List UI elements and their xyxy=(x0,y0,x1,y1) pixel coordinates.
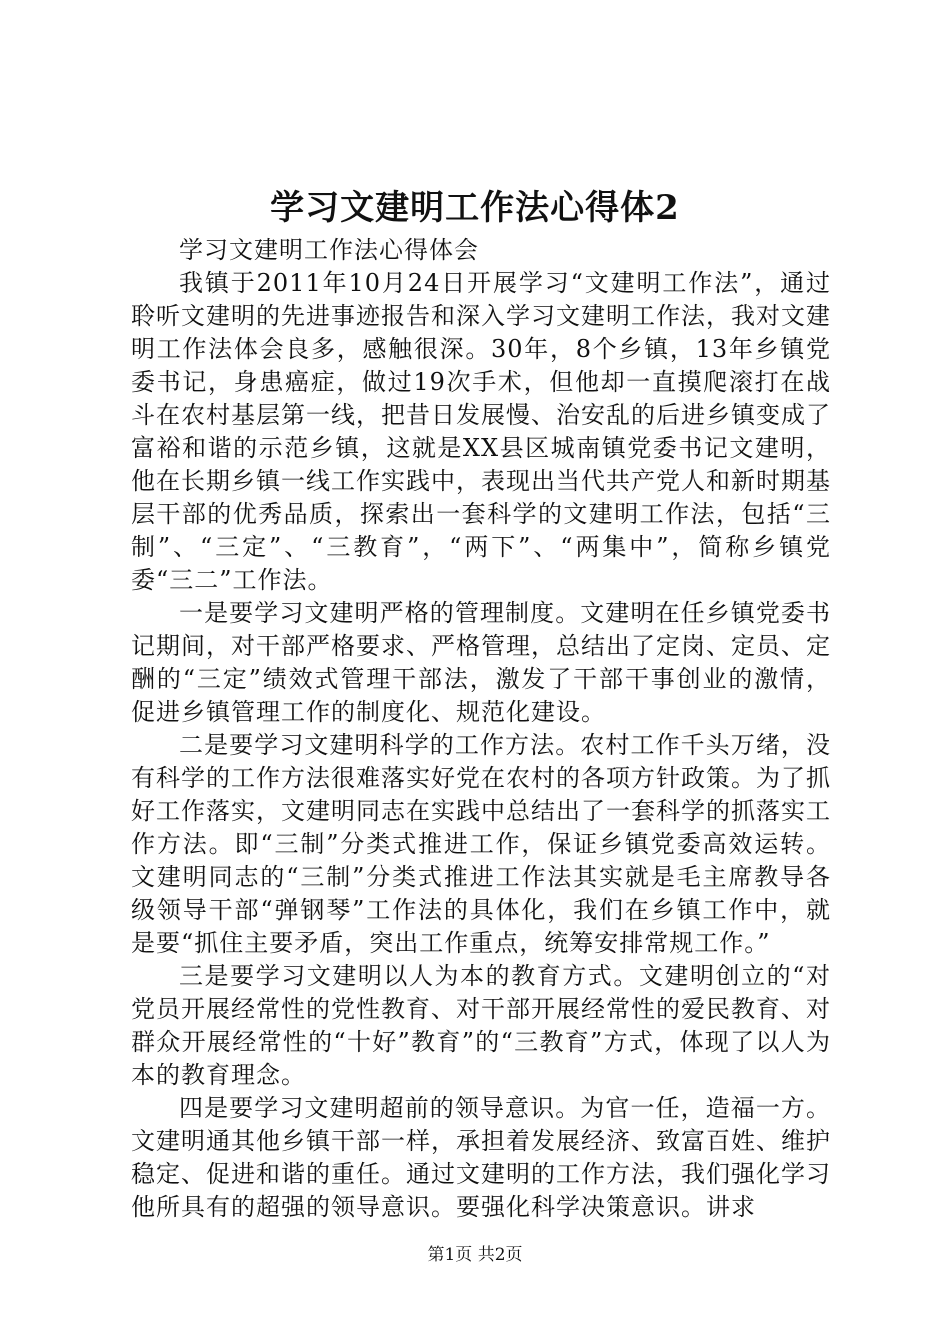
page-footer: 第1页 共2页 xyxy=(427,1245,523,1265)
document-title: 学习文建明工作法心得体2 xyxy=(270,188,680,228)
paragraph-intro: 我镇于2011年10月24日开展学习“文建明工作法”，通过聆听文建明的先进事迹报告和深入学习文建明工作法，我对文建明工作法体会良多，感触很深。30年，8个乡镇，13年乡镇党委书记，身患癌症，做过19次手术，但他却一直摸爬滚打在战斗在农村基层第一线，把昔日发展慢、治安乱的后进乡镇变成了富裕和谐的示范乡镇，这就是XX县区城南镇党委书记文建明，他在长期乡镇一线工作实践中，表现出当代共产党人和新时期基层干部的优秀品质，探索出一套科学的文建明工作法，包括“三制”、“三定”、“三教育”，“两下”、“两集中”，简称乡镇党委“三二”工作法。 xyxy=(131,269,831,594)
paragraph-leadership: 四是要学习文建明超前的领导意识。为官一任，造福一方。文建明通其他乡镇干部一样，承担着发展经济、致富百姓、维护稳定、促进和谐的重任。通过文建明的工作方法，我们强化学习他所具有的超强的领导意识。要强化科学决策意识。讲求 xyxy=(131,1094,831,1221)
paragraph-management: 一是要学习文建明严格的管理制度。文建明在任乡镇党委书记期间，对干部严格要求、严格管理，总结出了定岗、定员、定酬的“三定”绩效式管理干部法，激发了干部干事创业的激情，促进乡镇管理工作的制度化、规范化建设。 xyxy=(131,599,831,726)
document-subtitle: 学习文建明工作法心得体会 xyxy=(179,236,479,264)
paragraph-education: 三是要学习文建明以人为本的教育方式。文建明创立的“对党员开展经常性的党性教育、对干部开展经常性的爱民教育、对群众开展经常性的“十好”教育”的“三教育”方式，体现了以人为本的教育理念。 xyxy=(131,962,831,1089)
document-body xyxy=(131,234,831,1224)
paragraph-method: 二是要学习文建明科学的工作方法。农村工作千头万绪，没有科学的工作方法很难落实好党在农村的各项方针政策。为了抓好工作落实，文建明同志在实践中总结出了一套科学的抓落实工作方法。即“三制”分类式推进工作，保证乡镇党委高效运转。文建明同志的“三制”分类式推进工作法其实就是毛主席教导各级领导干部“弹钢琴”工作法的具体化，我们在乡镇工作中，就是要“抓住主要矛盾，突出工作重点，统筹安排常规工作。” xyxy=(131,731,831,957)
